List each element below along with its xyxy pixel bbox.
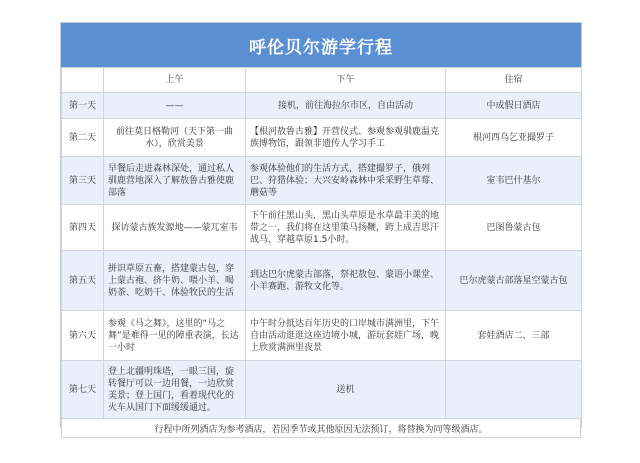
table-row — [62, 205, 582, 251]
stay-cell: 室韦巴什基尔 — [446, 157, 582, 205]
header-row — [62, 68, 582, 93]
table-row — [62, 311, 582, 361]
header-pm: 下午 — [246, 68, 446, 93]
day-cell: 第七天 — [62, 361, 104, 419]
stay-cell: 巴图鲁蒙古包 — [446, 205, 582, 251]
am-cell: 前往莫日格勒河（天下第一曲水），欣赏美景 — [104, 119, 246, 157]
table-row — [62, 157, 582, 205]
day-cell: 第二天 — [62, 119, 104, 157]
pm-cell: 下午前往黑山头，黑山头草原是水草最丰美的地带之一，我们将在这里策马扬鞭，跨上成吉思汗战马，穿越草原1.5小时。 — [246, 205, 446, 251]
day-cell: 第五天 — [62, 251, 104, 311]
day-cell: 第六天 — [62, 311, 104, 361]
footer-note: 行程中所列酒店为参考酒店，若因季节或其他原因无法预订，将替换为同等级酒店。 — [61, 419, 581, 438]
am-cell: —— — [104, 93, 246, 119]
stay-cell: 套娃酒店二、三部 — [446, 311, 582, 361]
page-title: 呼伦贝尔游学行程 — [61, 23, 581, 67]
day-cell: 第一天 — [62, 93, 104, 119]
stay-cell: 巴尔虎蒙古部落星空蒙古包 — [446, 251, 582, 311]
stay-cell — [446, 361, 582, 419]
header-stay: 住宿 — [446, 68, 582, 93]
table-row — [62, 93, 582, 119]
stay-cell: 中成假日酒店 — [446, 93, 582, 119]
day-cell: 第四天 — [62, 205, 104, 251]
pm-cell: 中午时分抵达百年历史的口岸城市满洲里，下午自由活动逛逛这座边境小城，游玩套娃广场，晚上欣赏满洲里夜景 — [246, 311, 446, 361]
am-cell: 参观《马之舞》，这里的“马之舞”是难得一见的障重表演，长达一小时 — [104, 311, 246, 361]
pm-cell: 到达巴尔虎蒙古部落，祭祀敖包、蒙语小课堂、小羊赛跑、游牧文化等。 — [246, 251, 446, 311]
pm-cell: 参观体验他们的生活方式，搭建撮罗子，俄列巴、狩猎体验；大兴安岭森林中采采野生草莓、蘑菇等 — [246, 157, 446, 205]
day-cell: 第三天 — [62, 157, 104, 205]
pm-cell: 送机 — [246, 361, 446, 419]
itinerary-table — [61, 67, 582, 419]
am-cell: 探访蒙古族发源地——蒙兀室韦 — [104, 205, 246, 251]
table-row — [62, 119, 582, 157]
table-row — [62, 251, 582, 311]
am-cell: 拼识草原五畜，搭建蒙古包，穿上蒙古袍、挤牛奶、喂小羊、喝奶茶、吃奶干、体验牧民的生活 — [104, 251, 246, 311]
am-cell: 早餐后走进森林深处，通过私人驯鹿营地深入了解敖鲁古雅使鹿部落 — [104, 157, 246, 205]
am-cell: 登上北疆明珠塔，一眼三国，旋转餐厅可以一边用餐，一边欣赏美景；登上国门，看着现代化的火车从国门下面缓缓通过。 — [104, 361, 246, 419]
itinerary-sheet — [60, 22, 582, 435]
header-am: 上午 — [104, 68, 246, 93]
header-day — [62, 68, 104, 93]
stay-cell: 根河西乌乞亚撮罗子 — [446, 119, 582, 157]
pm-cell: 接机，前往海拉尔市区，自由活动 — [246, 93, 446, 119]
pm-cell: 【根河敖鲁古雅】开营仪式、参观参观驯鹿温克族博物馆，跟领非遗传人学习手工 — [246, 119, 446, 157]
table-row — [62, 361, 582, 419]
